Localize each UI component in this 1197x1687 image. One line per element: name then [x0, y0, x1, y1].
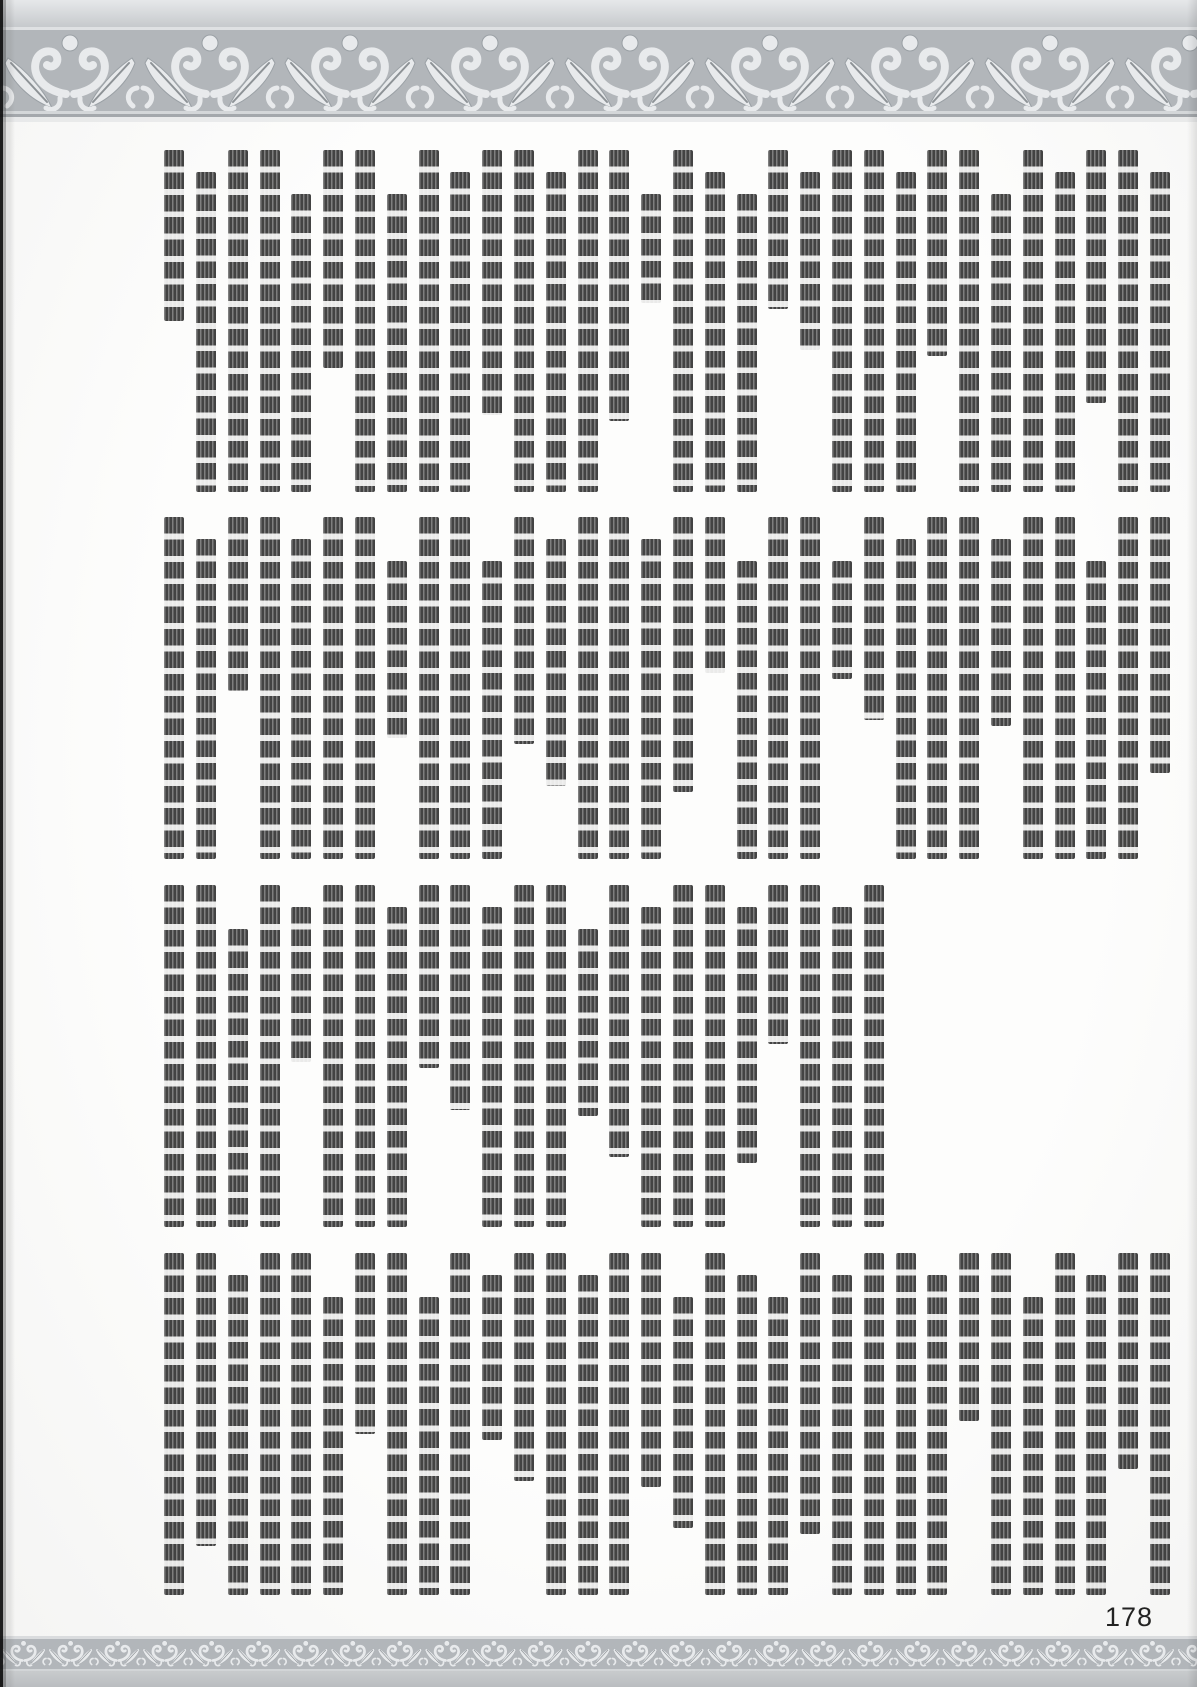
text-column-redacted — [609, 1253, 629, 1595]
scan-edge-shadow-right — [1187, 0, 1197, 1687]
text-column-redacted — [291, 194, 311, 492]
text-column-redacted — [323, 1297, 343, 1595]
text-column-redacted — [641, 194, 661, 303]
text-column-redacted — [800, 517, 820, 859]
text-column-redacted — [228, 929, 248, 1227]
text-column-redacted — [768, 150, 788, 309]
text-column-redacted — [578, 1275, 598, 1595]
text-column-redacted — [768, 517, 788, 859]
text-column-redacted — [991, 194, 1011, 492]
text-column-redacted — [196, 885, 216, 1227]
text-column-redacted — [673, 885, 693, 1227]
text-column-redacted — [355, 517, 375, 859]
text-column-redacted — [705, 172, 725, 492]
text-column-redacted — [323, 885, 343, 1227]
text-column-redacted — [419, 1297, 439, 1595]
text-column-redacted — [737, 907, 757, 1163]
text-column-redacted — [260, 517, 280, 859]
text-column-redacted — [1118, 150, 1138, 492]
text-column-redacted — [387, 907, 407, 1227]
text-column-redacted — [323, 517, 343, 859]
text-tier-4 — [164, 1253, 1170, 1595]
text-column-redacted — [482, 150, 502, 415]
text-column-redacted — [260, 885, 280, 1227]
text-column-redacted — [450, 885, 470, 1110]
text-column-redacted — [291, 1253, 311, 1595]
text-column-redacted — [482, 561, 502, 859]
text-column-redacted — [1055, 517, 1075, 859]
text-column-redacted — [832, 907, 852, 1227]
text-column-redacted — [450, 172, 470, 492]
text-column-redacted — [387, 561, 407, 738]
text-column-redacted — [864, 885, 884, 1227]
text-column-redacted — [927, 150, 947, 356]
text-column-redacted — [546, 885, 566, 1227]
text-column-redacted — [1023, 517, 1043, 859]
text-column-redacted — [641, 1253, 661, 1487]
text-column-redacted — [800, 885, 820, 1227]
text-column-redacted — [609, 150, 629, 421]
text-column-redacted — [164, 1253, 184, 1595]
text-column-redacted — [864, 150, 884, 492]
text-column-redacted — [959, 1253, 979, 1421]
text-column-redacted — [609, 885, 629, 1157]
text-column-redacted — [355, 1253, 375, 1434]
text-tier-3 — [164, 885, 1170, 1227]
text-column-redacted — [228, 517, 248, 691]
text-column-redacted — [1086, 150, 1106, 403]
text-column-redacted — [959, 150, 979, 492]
text-column-redacted — [514, 517, 534, 744]
text-column-redacted — [1118, 1253, 1138, 1469]
text-column-redacted — [164, 885, 184, 1227]
text-column-redacted — [228, 150, 248, 492]
text-column-redacted — [959, 517, 979, 859]
text-column-redacted — [260, 150, 280, 492]
text-column-redacted — [291, 907, 311, 1062]
text-column-redacted — [1023, 1297, 1043, 1595]
text-column-redacted — [737, 194, 757, 492]
text-column-redacted — [896, 172, 916, 492]
text-column-redacted — [323, 150, 343, 368]
text-column-redacted — [800, 172, 820, 350]
text-column-redacted — [800, 1253, 820, 1534]
page-number: 178 — [1104, 1602, 1154, 1632]
text-column-redacted — [641, 539, 661, 859]
text-column-redacted — [578, 929, 598, 1116]
text-column-redacted — [419, 517, 439, 859]
text-column-redacted — [1086, 561, 1106, 859]
text-column-redacted — [546, 539, 566, 786]
text-column-redacted — [514, 885, 534, 1227]
text-column-redacted — [1118, 517, 1138, 859]
text-column-redacted — [864, 517, 884, 720]
text-column-redacted — [705, 1253, 725, 1595]
text-column-redacted — [196, 539, 216, 859]
text-column-redacted — [927, 1275, 947, 1595]
text-column-redacted — [1086, 1275, 1106, 1595]
text-column-redacted — [578, 150, 598, 492]
text-column-redacted — [164, 150, 184, 321]
text-column-redacted — [1150, 1253, 1170, 1595]
text-column-redacted — [260, 1253, 280, 1595]
text-column-redacted — [832, 561, 852, 679]
text-column-redacted — [832, 150, 852, 492]
text-column-redacted — [546, 1253, 566, 1595]
text-column-redacted — [196, 172, 216, 492]
text-column-redacted — [673, 150, 693, 492]
text-column-redacted — [768, 885, 788, 1044]
text-column-redacted — [578, 517, 598, 859]
text-column-redacted — [1055, 1253, 1075, 1595]
text-column-redacted — [419, 885, 439, 1068]
text-column-redacted — [1150, 172, 1170, 492]
text-column-redacted — [673, 1297, 693, 1528]
text-column-redacted — [705, 885, 725, 1227]
text-column-redacted — [737, 561, 757, 859]
text-column-redacted — [514, 1253, 534, 1481]
text-column-redacted — [1150, 517, 1170, 773]
floral-scroll-frieze-bottom — [0, 1636, 1197, 1687]
ornament-bottom-band — [0, 1636, 1197, 1687]
text-column-redacted — [832, 1275, 852, 1595]
text-column-redacted — [450, 517, 470, 859]
text-column-redacted — [609, 517, 629, 859]
text-column-redacted — [673, 517, 693, 792]
text-column-redacted — [387, 194, 407, 492]
text-column-redacted — [1055, 172, 1075, 492]
text-tier-1 — [164, 150, 1170, 492]
text-column-redacted — [864, 1253, 884, 1595]
text-column-redacted — [419, 150, 439, 492]
text-column-redacted — [355, 885, 375, 1227]
text-column-redacted — [164, 517, 184, 859]
text-column-redacted — [927, 517, 947, 859]
text-column-redacted — [991, 1253, 1011, 1595]
text-column-redacted — [896, 539, 916, 859]
text-column-redacted — [991, 539, 1011, 726]
text-column-redacted — [1023, 150, 1043, 492]
text-column-redacted — [355, 150, 375, 492]
text-column-redacted — [482, 907, 502, 1227]
text-column-redacted — [546, 172, 566, 492]
text-column-redacted — [450, 1253, 470, 1595]
text-column-redacted — [514, 150, 534, 492]
scan-edge-shadow-left — [0, 0, 15, 1687]
text-column-redacted — [228, 1275, 248, 1595]
text-column-redacted — [196, 1253, 216, 1546]
text-column-redacted — [768, 1297, 788, 1595]
text-column-redacted — [896, 1253, 916, 1595]
text-column-redacted — [641, 907, 661, 1227]
text-column-redacted — [737, 1275, 757, 1595]
text-tier-2 — [164, 517, 1170, 859]
text-column-redacted — [387, 1253, 407, 1595]
text-column-redacted — [291, 539, 311, 859]
text-column-redacted — [482, 1275, 502, 1440]
text-column-redacted — [705, 517, 725, 673]
